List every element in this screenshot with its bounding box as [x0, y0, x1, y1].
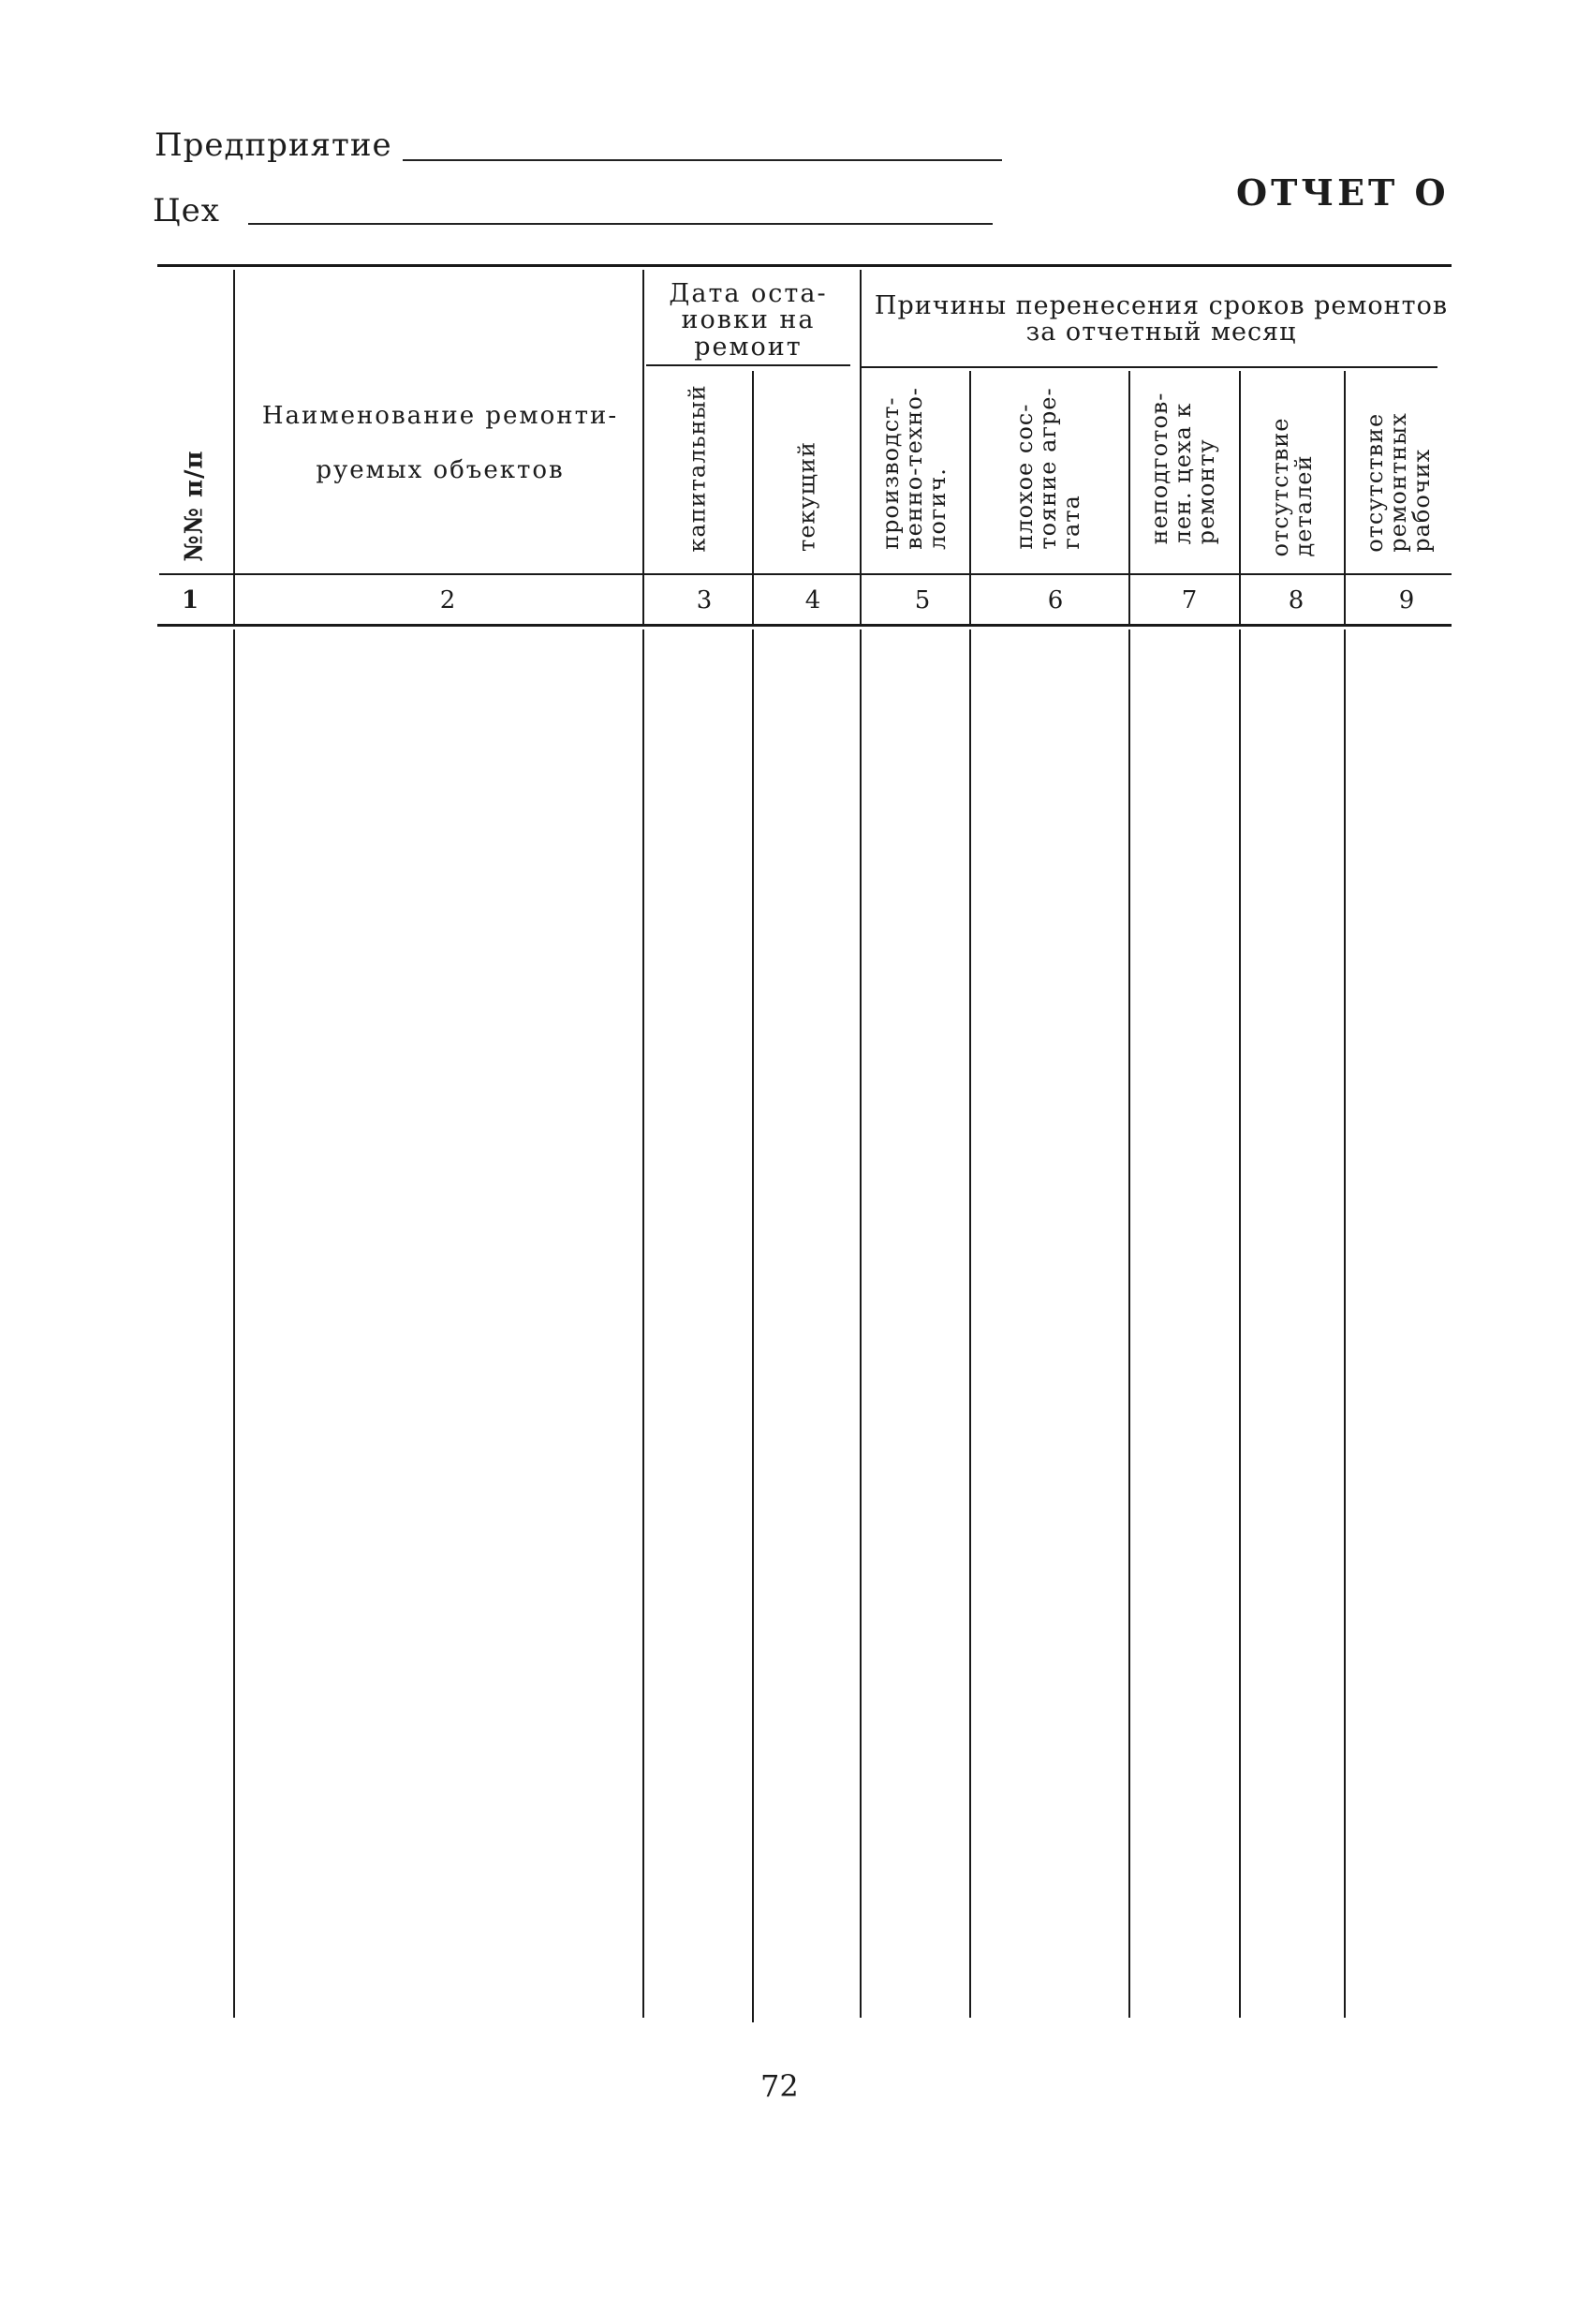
col-name-line-1: Наименование ремонти- — [261, 402, 619, 430]
body-divider-5 — [969, 629, 971, 2018]
table-top-border — [157, 264, 1452, 267]
body-divider-2 — [642, 629, 644, 2018]
column-number-6: 6 — [1047, 586, 1064, 614]
date-col-capital: капитальный — [684, 384, 711, 553]
reason-col-no-workers: отсутствие ремонтных рабочих — [1362, 412, 1436, 553]
col-divider-6 — [1128, 371, 1130, 624]
reason-col-no-parts: отсутствие деталей — [1266, 417, 1317, 557]
date-group-line-3: ремоит — [694, 332, 803, 362]
enterprise-label: Предприятие — [155, 126, 392, 164]
date-group-underline — [646, 364, 850, 366]
col-divider-1 — [233, 270, 235, 624]
reasons-group-line-2: за отчетный месяц — [1025, 318, 1297, 348]
date-col-current: текущий — [793, 441, 820, 552]
page-number: 72 — [760, 2068, 799, 2104]
shop-field-line[interactable] — [248, 223, 993, 225]
col-divider-3 — [752, 371, 754, 624]
column-number-9: 9 — [1398, 586, 1415, 614]
col-divider-8 — [1344, 371, 1346, 624]
column-number-8: 8 — [1288, 586, 1305, 614]
body-divider-6 — [1128, 629, 1130, 2018]
col-divider-2 — [642, 270, 644, 624]
date-group-header — [646, 281, 850, 361]
report-title: ОТЧЕТ О — [1236, 171, 1450, 214]
column-number-1: 1 — [181, 586, 199, 614]
column-number-3: 3 — [696, 586, 713, 614]
enterprise-field-line[interactable] — [403, 159, 1002, 161]
column-number-4: 4 — [804, 586, 821, 614]
date-group-line-1: Дата оста- — [669, 279, 828, 308]
reason-col-production: производст- венно-техно- логич. — [877, 387, 951, 550]
date-group-line-2: иовки на — [681, 305, 816, 335]
col-name-line-2: руемых объектов — [316, 456, 565, 484]
reason-col-unprepared: неподготов- лен. цеха к ремонту — [1146, 392, 1220, 545]
body-divider-1 — [233, 629, 235, 2018]
col-name-header — [239, 389, 641, 497]
reasons-group-header — [862, 293, 1461, 347]
body-divider-3 — [752, 629, 754, 2022]
column-number-2: 2 — [439, 586, 456, 614]
col-divider-7 — [1239, 371, 1241, 624]
col-index-header: №№ п/п — [180, 450, 209, 562]
col-divider-5 — [969, 371, 971, 624]
reasons-group-underline — [862, 366, 1437, 368]
reason-col-aggregate: плохое сос- тояние агре- гата — [1011, 387, 1085, 550]
column-number-5: 5 — [914, 586, 931, 614]
column-number-7: 7 — [1181, 586, 1198, 614]
body-divider-4 — [860, 629, 862, 2018]
body-divider-8 — [1344, 629, 1346, 2018]
header-bottom-rule — [159, 573, 1452, 575]
body-divider-7 — [1239, 629, 1241, 2018]
reasons-group-line-1: Причины перенесения сроков ремонтов — [874, 291, 1449, 320]
shop-label: Цех — [153, 192, 220, 229]
number-row-bottom-rule — [157, 624, 1452, 627]
